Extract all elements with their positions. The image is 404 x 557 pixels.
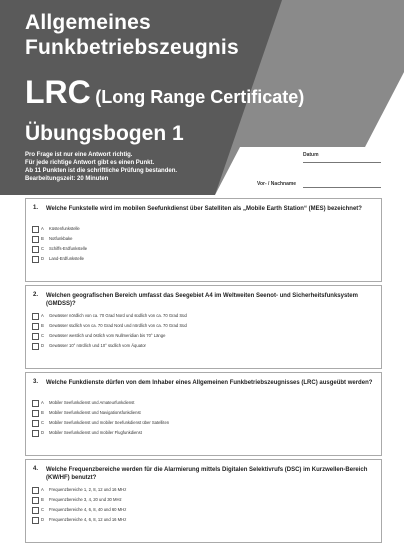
option-letter: B (41, 497, 44, 502)
option-text: Frequenzbereiche 1, 2, 8, 12 und 16 MHz (49, 487, 127, 492)
answer-checkbox[interactable] (32, 410, 39, 417)
option-text: Frequenzbereiche 4, 6, 8, 12 und 16 MHz (49, 517, 127, 522)
answer-checkbox[interactable] (32, 236, 39, 243)
title-line-2: Funkbetriebszeugnis (25, 36, 239, 59)
question-card-4 (25, 459, 382, 543)
option-text: Frequenzbereiche 4, 6, 8, 40 und 60 MHz (49, 507, 127, 512)
option-letter: B (41, 236, 44, 241)
option-letter: C (41, 507, 45, 512)
answer-checkbox[interactable] (32, 313, 39, 320)
instruction-line: Ab 11 Punkten ist die schriftliche Prüfung bestanden. (25, 168, 178, 174)
question-text: Welchen geografischen Bereich umfasst das Seegebiet A4 im Weltweiten Seenot- und Sicherheitsfunksystem (GMDSS)? (46, 293, 358, 307)
lrc-abbreviation: LRC (25, 74, 91, 110)
question-text: Welche Funkstelle wird im mobilen Seefunkdienst über Satelliten als „Mobile Earth Station“ (MES) bezeichnet? (46, 206, 362, 212)
option-letter: B (41, 410, 44, 415)
option-letter: A (41, 400, 44, 405)
option-text: Gewässer südlich von ca. 70 Grad Nord und nördlich von ca. 70 Grad Süd (49, 323, 187, 328)
question-card-1 (25, 198, 382, 282)
option-letter: C (41, 246, 45, 251)
option-text: Mobiler Seefunkdienst und mobiler Flugfunkdienst (49, 430, 142, 435)
instruction-line: Für jede richtige Antwort gibt es einen Punkt. (25, 160, 155, 166)
option-text: Schiffs-Erdfunkstelle (49, 246, 88, 251)
answer-checkbox[interactable] (32, 497, 39, 504)
option-letter: D (41, 430, 45, 435)
question-number: 2. (33, 292, 39, 298)
option-letter: D (41, 256, 45, 261)
option-letter: A (41, 226, 44, 231)
answer-checkbox[interactable] (32, 226, 39, 233)
option-letter: A (41, 313, 44, 318)
option-text: Mobiler Seefunkdienst und Amateurfunkdienst (49, 400, 135, 405)
option-letter: C (41, 333, 45, 338)
lrc-full-name: (Long Range Certificate) (95, 87, 305, 107)
answer-checkbox[interactable] (32, 400, 39, 407)
option-text: Mobiler Seefunkdienst und Navigationsfunkdienst (49, 410, 141, 415)
option-letter: C (41, 420, 45, 425)
question-card-3 (25, 372, 382, 456)
option-text: Küstenfunkstelle (49, 226, 80, 231)
answer-checkbox[interactable] (32, 256, 39, 263)
option-letter: B (41, 323, 44, 328)
option-letter: A (41, 487, 44, 492)
answer-checkbox[interactable] (32, 246, 39, 253)
date-label: Datum (303, 152, 319, 158)
name-field[interactable] (303, 187, 381, 188)
option-text: Gewässer westlich und östlich vom Nullmeridian bis 70° Länge (49, 333, 166, 338)
option-text: Frequenzbereiche 3, 4, 20 und 30 MHz (49, 497, 122, 502)
question-text: Welche Funkdienste dürfen von dem Inhaber eines Allgemeinen Funkbetriebszeugnisses (LRC) ausgeübt werden? (46, 380, 373, 386)
name-label: Vor- / Nachname (257, 181, 297, 187)
option-text: Gewässer nördlich von ca. 70 Grad Nord und südlich von ca. 70 Grad Süd (49, 313, 187, 318)
answer-checkbox[interactable] (32, 507, 39, 514)
lrc-heading (25, 74, 304, 110)
header-band (0, 0, 404, 195)
certificate-title (25, 10, 239, 60)
answer-checkbox[interactable] (32, 430, 39, 437)
instruction-line: Bearbeitungszeit: 20 Minuten (25, 176, 109, 182)
question-number: 1. (33, 205, 39, 211)
answer-checkbox[interactable] (32, 333, 39, 340)
option-text: Land-Erdfunkstelle (49, 256, 84, 261)
exercise-title: Übungsbogen 1 (25, 122, 184, 145)
option-text: Gewässer 10° nördlich und 10° südlich vom Äquator (49, 343, 146, 348)
answer-checkbox[interactable] (32, 343, 39, 350)
question-number: 4. (33, 466, 39, 472)
answer-checkbox[interactable] (32, 517, 39, 524)
date-field[interactable] (303, 162, 381, 163)
option-text: Notfunkbake (49, 236, 73, 241)
instruction-line: Pro Frage ist nur eine Antwort richtig. (25, 152, 133, 158)
answer-checkbox[interactable] (32, 420, 39, 427)
question-text: Welche Frequenzbereiche werden für die Alarmierung mittels Digitalen Selektivrufs (DSC) im Kurzwellen-Bereich (KW/HF) benutzt? (46, 467, 368, 481)
title-line-1: Allgemeines (25, 11, 151, 34)
option-letter: D (41, 517, 45, 522)
answer-checkbox[interactable] (32, 323, 39, 330)
question-card-2 (25, 285, 382, 369)
option-letter: D (41, 343, 45, 348)
instructions (25, 151, 255, 183)
answer-checkbox[interactable] (32, 487, 39, 494)
option-text: Mobiler Seefunkdienst und mobiler Seefunkdienst über Satelliten (49, 420, 170, 425)
question-number: 3. (33, 379, 39, 385)
